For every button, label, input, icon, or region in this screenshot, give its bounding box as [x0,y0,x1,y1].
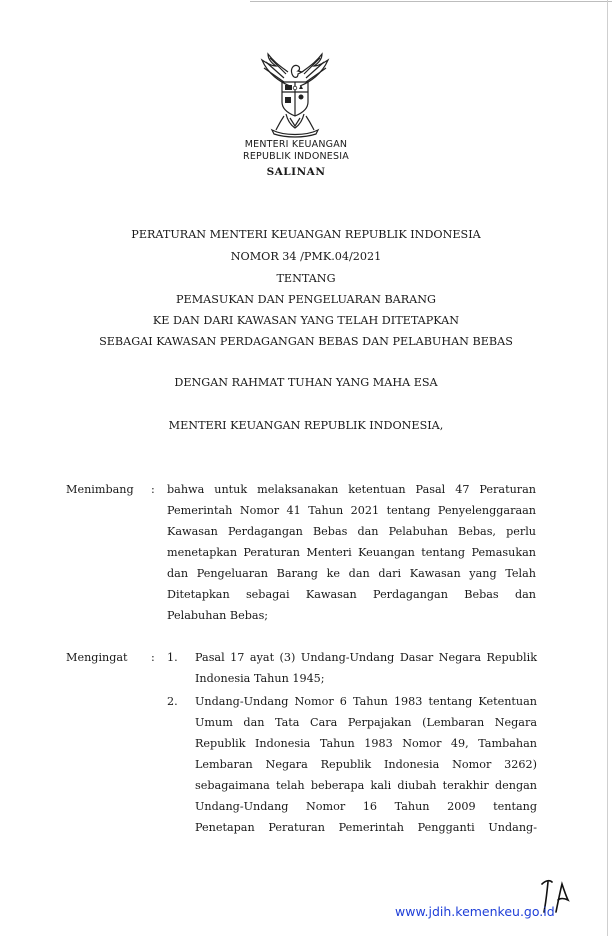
mengingat-item-1 [195,647,537,689]
garuda-emblem-icon [254,52,336,138]
menimbang-line: Ditetapkan sebagai Kawasan Perdagangan Bebas dan [167,588,536,601]
menimbang-label: Menimbang [66,483,134,496]
jdih-website-link[interactable]: www.jdih.kemenkeu.go.id [395,904,555,919]
mengingat-colon: : [151,651,155,664]
mengingat-line: sebagaimana telah beberapa kali diubah terakhir dengan [195,779,537,792]
mengingat-item-number: 1. [167,651,178,664]
minister-statement: MENTERI KEUANGAN REPUBLIK INDONESIA, [168,419,444,432]
mengingat-line: Penetapan Peraturan Pemerintah Pengganti Undang- [195,821,537,834]
regulation-about: TENTANG [276,272,336,285]
ministry-name [200,139,392,163]
mengingat-line: Undang-Undang Nomor 16 Tahun 2009 tentang [195,800,537,813]
scan-edge-right [607,0,608,936]
mengingat-item-2 [195,691,537,838]
mengingat-item-number: 2. [167,695,178,708]
menimbang-line: Kawasan Perdagangan Bebas dan Pelabuhan Bebas, perlu [167,525,536,538]
menimbang-line: bahwa untuk melaksanakan ketentuan Pasal 47 Peraturan [167,483,536,496]
menimbang-text [167,479,536,626]
ministry-line-1: MENTERI KEUANGAN [244,139,348,150]
mengingat-line: Undang-Undang Nomor 6 Tahun 1983 tentang Ketentuan [195,695,537,708]
copy-label: SALINAN [266,166,326,178]
regulation-subject-line-3: SEBAGAI KAWASAN PERDAGANGAN BEBAS DAN PELABUHAN BEBAS [99,335,513,348]
mengingat-label: Mengingat [66,651,128,664]
menimbang-line: Pelabuhan Bebas; [167,609,269,622]
mengingat-line: Indonesia Tahun 1945; [195,672,325,685]
menimbang-line: menetapkan Peraturan Menteri Keuangan tentang Pemasukan [167,546,536,559]
mengingat-line: Umum dan Tata Cara Perpajakan (Lembaran Negara [195,716,537,729]
mengingat-line: Republik Indonesia Tahun 1983 Nomor 49, Tambahan [195,737,537,750]
mengingat-line: Pasal 17 ayat (3) Undang-Undang Dasar Negara Republik [195,651,537,664]
grace-statement: DENGAN RAHMAT TUHAN YANG MAHA ESA [174,376,438,389]
menimbang-line: Pemerintah Nomor 41 Tahun 2021 tentang Penyelenggaraan [167,504,536,517]
menimbang-line: dan Pengeluaran Barang ke dan dari Kawasan yang Telah [167,567,536,580]
regulation-title: PERATURAN MENTERI KEUANGAN REPUBLIK INDONESIA [131,228,481,241]
scan-edge-top [250,1,612,2]
regulation-subject-line-2: KE DAN DARI KAWASAN YANG TELAH DITETAPKAN [152,314,460,327]
regulation-subject-line-1: PEMASUKAN DAN PENGELUARAN BARANG [176,293,436,306]
mengingat-line: Lembaran Negara Republik Indonesia Nomor 3262) [195,758,537,771]
regulation-number: NOMOR 34 /PMK.04/2021 [230,250,382,263]
ministry-line-2: REPUBLIK INDONESIA [243,151,349,162]
menimbang-colon: : [151,483,155,496]
